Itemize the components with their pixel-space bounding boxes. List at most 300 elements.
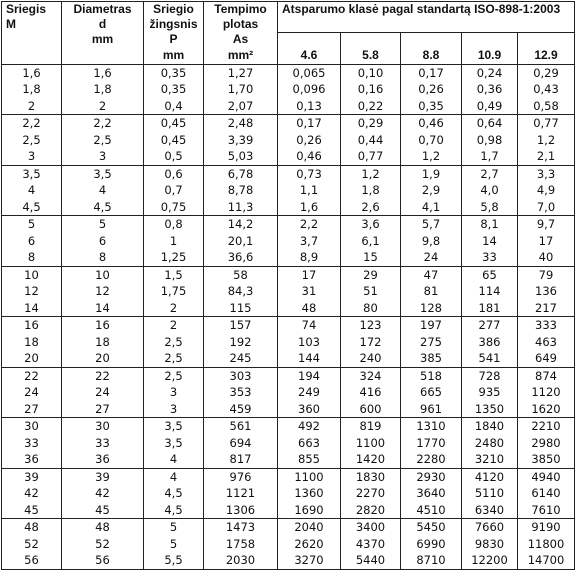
header-plotas-unit: mm² [204, 48, 278, 65]
cell-class-5-8: 15 [341, 249, 401, 266]
cell-zingsnis: 5 [144, 519, 204, 536]
header-class-spacer-2 [341, 32, 401, 48]
cell-plotas: 1121 [204, 485, 278, 502]
cell-class-8-8: 5450 [401, 519, 462, 536]
cell-diametras: 33 [62, 435, 144, 452]
cell-class-5-8: 819 [341, 418, 401, 435]
header-diametras-unit: mm [62, 32, 144, 48]
cell-class-10-9: 65 [462, 266, 518, 283]
cell-zingsnis: 0,45 [144, 132, 204, 149]
cell-class-10-9: 728 [462, 367, 518, 384]
cell-sriegis: 36 [2, 451, 62, 468]
cell-sriegis: 4,5 [2, 199, 62, 216]
cell-class-8-8: 0,26 [401, 81, 462, 98]
cell-class-5-8: 240 [341, 350, 401, 367]
cell-sriegis: 27 [2, 401, 62, 418]
cell-class-4-6: 0,26 [278, 132, 341, 149]
cell-class-8-8: 961 [401, 401, 462, 418]
cell-sriegis: 8 [2, 249, 62, 266]
cell-class-5-8: 5440 [341, 552, 401, 569]
header-class-spacer-5 [518, 32, 575, 48]
cell-class-5-8: 29 [341, 266, 401, 283]
table-header [2, 2, 575, 65]
cell-class-10-9: 181 [462, 300, 518, 317]
table-row [2, 435, 575, 452]
cell-plotas: 20,1 [204, 233, 278, 250]
header-diametras-blank [62, 48, 144, 65]
cell-class-10-9: 9830 [462, 536, 518, 553]
cell-class-10-9: 5,8 [462, 199, 518, 216]
cell-class-4-6: 1,6 [278, 199, 341, 216]
cell-zingsnis: 1,75 [144, 283, 204, 300]
cell-class-8-8: 1770 [401, 435, 462, 452]
table-row [2, 536, 575, 553]
cell-sriegis: 16 [2, 317, 62, 334]
cell-zingsnis: 4 [144, 451, 204, 468]
cell-plotas: 1,27 [204, 64, 278, 81]
cell-plotas: 976 [204, 468, 278, 485]
cell-class-5-8: 1,2 [341, 165, 401, 182]
cell-class-10-9: 8,1 [462, 216, 518, 233]
table-row [2, 350, 575, 367]
cell-sriegis: 30 [2, 418, 62, 435]
cell-class-8-8: 47 [401, 266, 462, 283]
header-plotas-as: As [204, 32, 278, 48]
cell-diametras: 36 [62, 451, 144, 468]
cell-class-5-8: 2820 [341, 502, 401, 519]
cell-sriegis: 3,5 [2, 165, 62, 182]
table-row [2, 233, 575, 250]
cell-diametras: 5 [62, 216, 144, 233]
header-plotas-line1: Tempimo [204, 2, 278, 18]
cell-class-10-9: 0,98 [462, 132, 518, 149]
cell-zingsnis: 4,5 [144, 502, 204, 519]
cell-diametras: 6 [62, 233, 144, 250]
cell-class-8-8: 4,1 [401, 199, 462, 216]
cell-zingsnis: 5 [144, 536, 204, 553]
cell-diametras: 45 [62, 502, 144, 519]
cell-class-12-9: 7610 [518, 502, 575, 519]
cell-class-5-8: 0,16 [341, 81, 401, 98]
cell-diametras: 2,5 [62, 132, 144, 149]
cell-zingsnis: 2 [144, 317, 204, 334]
cell-class-5-8: 0,10 [341, 64, 401, 81]
header-class-spacer-4 [462, 32, 518, 48]
cell-class-5-8: 600 [341, 401, 401, 418]
cell-class-10-9: 6340 [462, 502, 518, 519]
table-row [2, 519, 575, 536]
cell-class-5-8: 416 [341, 384, 401, 401]
table-row [2, 64, 575, 81]
cell-class-10-9: 0,49 [462, 98, 518, 115]
cell-class-8-8: 128 [401, 300, 462, 317]
cell-plotas: 1473 [204, 519, 278, 536]
cell-class-8-8: 665 [401, 384, 462, 401]
cell-class-4-6: 0,46 [278, 148, 341, 165]
cell-class-5-8: 123 [341, 317, 401, 334]
cell-class-4-6: 0,096 [278, 81, 341, 98]
cell-class-5-8: 3400 [341, 519, 401, 536]
cell-diametras: 56 [62, 552, 144, 569]
cell-zingsnis: 0,7 [144, 182, 204, 199]
cell-class-5-8: 0,44 [341, 132, 401, 149]
cell-diametras: 2 [62, 98, 144, 115]
cell-class-8-8: 2,9 [401, 182, 462, 199]
cell-diametras: 30 [62, 418, 144, 435]
cell-sriegis: 22 [2, 367, 62, 384]
header-sriegis-m: M [2, 17, 62, 32]
cell-plotas: 353 [204, 384, 278, 401]
cell-class-8-8: 518 [401, 367, 462, 384]
table-row [2, 418, 575, 435]
cell-class-5-8: 0,22 [341, 98, 401, 115]
cell-class-12-9: 2,1 [518, 148, 575, 165]
cell-class-12-9: 0,43 [518, 81, 575, 98]
table-row [2, 451, 575, 468]
table-row [2, 468, 575, 485]
cell-plotas: 2,07 [204, 98, 278, 115]
cell-plotas: 192 [204, 334, 278, 351]
cell-sriegis: 52 [2, 536, 62, 553]
table-row [2, 401, 575, 418]
cell-class-12-9: 79 [518, 266, 575, 283]
cell-plotas: 817 [204, 451, 278, 468]
cell-class-10-9: 7660 [462, 519, 518, 536]
cell-sriegis: 48 [2, 519, 62, 536]
header-sriegis: Sriegis [2, 2, 62, 18]
header-class-spacer-3 [401, 32, 462, 48]
bolt-strength-table [1, 1, 575, 570]
cell-diametras: 24 [62, 384, 144, 401]
header-diametras: Diametras [62, 2, 144, 18]
cell-sriegis: 45 [2, 502, 62, 519]
cell-class-8-8: 197 [401, 317, 462, 334]
cell-zingsnis: 3 [144, 384, 204, 401]
cell-class-12-9: 4,9 [518, 182, 575, 199]
cell-diametras: 27 [62, 401, 144, 418]
cell-class-4-6: 194 [278, 367, 341, 384]
cell-sriegis: 14 [2, 300, 62, 317]
cell-class-4-6: 3,7 [278, 233, 341, 250]
header-class-spacer-1 [278, 32, 341, 48]
header-plotas-line2: plotas [204, 17, 278, 32]
header-strength-class-group: Atsparumo klasė pagal standartą ISO-898-1:2003 [278, 2, 575, 33]
cell-plotas: 11,3 [204, 199, 278, 216]
cell-class-10-9: 1840 [462, 418, 518, 435]
cell-class-12-9: 0,77 [518, 115, 575, 132]
cell-class-4-6: 103 [278, 334, 341, 351]
cell-class-8-8: 6990 [401, 536, 462, 553]
cell-plotas: 303 [204, 367, 278, 384]
cell-class-4-6: 48 [278, 300, 341, 317]
header-sriegis-blank [2, 32, 62, 48]
cell-plotas: 5,03 [204, 148, 278, 165]
table-row [2, 317, 575, 334]
cell-diametras: 48 [62, 519, 144, 536]
header-zingsnis-p: P [144, 32, 204, 48]
cell-class-12-9: 0,29 [518, 64, 575, 81]
cell-class-8-8: 4510 [401, 502, 462, 519]
cell-class-4-6: 360 [278, 401, 341, 418]
cell-diametras: 2,2 [62, 115, 144, 132]
cell-plotas: 157 [204, 317, 278, 334]
cell-diametras: 18 [62, 334, 144, 351]
cell-sriegis: 39 [2, 468, 62, 485]
cell-class-12-9: 4940 [518, 468, 575, 485]
cell-class-8-8: 0,70 [401, 132, 462, 149]
cell-class-12-9: 874 [518, 367, 575, 384]
cell-zingsnis: 0,75 [144, 199, 204, 216]
cell-plotas: 561 [204, 418, 278, 435]
table-row [2, 502, 575, 519]
cell-diametras: 10 [62, 266, 144, 283]
cell-zingsnis: 1,25 [144, 249, 204, 266]
table-row [2, 334, 575, 351]
cell-class-10-9: 935 [462, 384, 518, 401]
header-class-5-8: 5.8 [341, 48, 401, 65]
cell-class-10-9: 0,64 [462, 115, 518, 132]
table-row [2, 199, 575, 216]
cell-class-10-9: 4,0 [462, 182, 518, 199]
cell-sriegis: 10 [2, 266, 62, 283]
cell-class-10-9: 1350 [462, 401, 518, 418]
cell-sriegis: 2 [2, 98, 62, 115]
cell-class-10-9: 114 [462, 283, 518, 300]
cell-class-12-9: 3,3 [518, 165, 575, 182]
cell-class-12-9: 1,2 [518, 132, 575, 149]
cell-class-10-9: 3210 [462, 451, 518, 468]
cell-class-10-9: 2480 [462, 435, 518, 452]
cell-sriegis: 1,6 [2, 64, 62, 81]
cell-zingsnis: 2 [144, 300, 204, 317]
cell-plotas: 36,6 [204, 249, 278, 266]
header-class-4-6: 4.6 [278, 48, 341, 65]
cell-class-12-9: 463 [518, 334, 575, 351]
cell-class-8-8: 2930 [401, 468, 462, 485]
cell-diametras: 1,8 [62, 81, 144, 98]
cell-sriegis: 1,8 [2, 81, 62, 98]
cell-class-12-9: 7,0 [518, 199, 575, 216]
cell-zingsnis: 3,5 [144, 418, 204, 435]
cell-class-12-9: 9190 [518, 519, 575, 536]
cell-class-4-6: 0,17 [278, 115, 341, 132]
cell-zingsnis: 0,5 [144, 148, 204, 165]
cell-diametras: 16 [62, 317, 144, 334]
cell-class-12-9: 217 [518, 300, 575, 317]
cell-plotas: 1306 [204, 502, 278, 519]
cell-class-10-9: 5110 [462, 485, 518, 502]
cell-plotas: 245 [204, 350, 278, 367]
cell-class-4-6: 8,9 [278, 249, 341, 266]
cell-class-12-9: 9,7 [518, 216, 575, 233]
cell-plotas: 2030 [204, 552, 278, 569]
cell-diametras: 3 [62, 148, 144, 165]
cell-sriegis: 33 [2, 435, 62, 452]
cell-class-8-8: 1,2 [401, 148, 462, 165]
cell-class-5-8: 80 [341, 300, 401, 317]
cell-sriegis: 56 [2, 552, 62, 569]
header-zingsnis-unit: mm [144, 48, 204, 65]
cell-class-10-9: 2,7 [462, 165, 518, 182]
header-zingsnis-line2: žingsnis [144, 17, 204, 32]
cell-class-12-9: 1620 [518, 401, 575, 418]
cell-sriegis: 42 [2, 485, 62, 502]
cell-plotas: 1,70 [204, 81, 278, 98]
cell-class-10-9: 0,36 [462, 81, 518, 98]
cell-class-4-6: 1,1 [278, 182, 341, 199]
cell-class-12-9: 17 [518, 233, 575, 250]
cell-class-4-6: 249 [278, 384, 341, 401]
cell-zingsnis: 1 [144, 233, 204, 250]
table-row [2, 148, 575, 165]
cell-class-10-9: 1,7 [462, 148, 518, 165]
table-row [2, 81, 575, 98]
cell-class-5-8: 4370 [341, 536, 401, 553]
cell-zingsnis: 0,35 [144, 81, 204, 98]
table-row [2, 300, 575, 317]
header-class-10-9: 10.9 [462, 48, 518, 65]
cell-class-10-9: 541 [462, 350, 518, 367]
cell-class-8-8: 5,7 [401, 216, 462, 233]
cell-diametras: 3,5 [62, 165, 144, 182]
cell-plotas: 115 [204, 300, 278, 317]
cell-class-4-6: 0,73 [278, 165, 341, 182]
cell-zingsnis: 2,5 [144, 334, 204, 351]
cell-plotas: 14,2 [204, 216, 278, 233]
cell-diametras: 22 [62, 367, 144, 384]
cell-class-5-8: 2,6 [341, 199, 401, 216]
cell-class-4-6: 855 [278, 451, 341, 468]
cell-class-5-8: 1830 [341, 468, 401, 485]
table-body [2, 64, 575, 569]
cell-zingsnis: 0,6 [144, 165, 204, 182]
cell-diametras: 12 [62, 283, 144, 300]
table-row [2, 98, 575, 115]
cell-class-5-8: 1420 [341, 451, 401, 468]
cell-diametras: 42 [62, 485, 144, 502]
cell-class-10-9: 33 [462, 249, 518, 266]
header-class-8-8: 8.8 [401, 48, 462, 65]
cell-class-5-8: 6,1 [341, 233, 401, 250]
cell-class-12-9: 0,58 [518, 98, 575, 115]
cell-class-12-9: 2980 [518, 435, 575, 452]
cell-sriegis: 18 [2, 334, 62, 351]
cell-class-5-8: 0,29 [341, 115, 401, 132]
table-row [2, 165, 575, 182]
cell-class-5-8: 1,8 [341, 182, 401, 199]
cell-class-12-9: 1120 [518, 384, 575, 401]
table-row [2, 552, 575, 569]
header-diametras-d: d [62, 17, 144, 32]
cell-class-4-6: 1100 [278, 468, 341, 485]
cell-zingsnis: 3,5 [144, 435, 204, 452]
cell-class-8-8: 385 [401, 350, 462, 367]
cell-zingsnis: 0,35 [144, 64, 204, 81]
cell-diametras: 8 [62, 249, 144, 266]
cell-zingsnis: 3 [144, 401, 204, 418]
header-sriegis-blank-2 [2, 48, 62, 65]
cell-class-8-8: 275 [401, 334, 462, 351]
cell-plotas: 84,3 [204, 283, 278, 300]
cell-class-4-6: 1360 [278, 485, 341, 502]
cell-class-10-9: 386 [462, 334, 518, 351]
cell-sriegis: 24 [2, 384, 62, 401]
cell-plotas: 3,39 [204, 132, 278, 149]
cell-class-4-6: 663 [278, 435, 341, 452]
cell-class-8-8: 9,8 [401, 233, 462, 250]
cell-zingsnis: 4,5 [144, 485, 204, 502]
table-row [2, 266, 575, 283]
cell-class-5-8: 324 [341, 367, 401, 384]
cell-class-4-6: 74 [278, 317, 341, 334]
cell-class-12-9: 40 [518, 249, 575, 266]
cell-class-4-6: 0,13 [278, 98, 341, 115]
cell-class-5-8: 172 [341, 334, 401, 351]
cell-diametras: 1,6 [62, 64, 144, 81]
table-row [2, 115, 575, 132]
table-row [2, 367, 575, 384]
cell-zingsnis: 0,45 [144, 115, 204, 132]
cell-class-5-8: 3,6 [341, 216, 401, 233]
cell-class-8-8: 24 [401, 249, 462, 266]
cell-class-8-8: 0,46 [401, 115, 462, 132]
cell-sriegis: 6 [2, 233, 62, 250]
cell-class-4-6: 2040 [278, 519, 341, 536]
cell-class-10-9: 4120 [462, 468, 518, 485]
cell-zingsnis: 0,8 [144, 216, 204, 233]
cell-class-12-9: 11800 [518, 536, 575, 553]
cell-plotas: 2,48 [204, 115, 278, 132]
cell-sriegis: 12 [2, 283, 62, 300]
cell-class-12-9: 2210 [518, 418, 575, 435]
cell-class-8-8: 3640 [401, 485, 462, 502]
cell-class-4-6: 31 [278, 283, 341, 300]
cell-class-8-8: 2280 [401, 451, 462, 468]
cell-zingsnis: 0,4 [144, 98, 204, 115]
cell-zingsnis: 2,5 [144, 367, 204, 384]
cell-class-5-8: 0,77 [341, 148, 401, 165]
header-class-12-9: 12.9 [518, 48, 575, 65]
header-zingsnis-line1: Sriegio [144, 2, 204, 18]
cell-zingsnis: 1,5 [144, 266, 204, 283]
cell-class-12-9: 333 [518, 317, 575, 334]
cell-class-10-9: 277 [462, 317, 518, 334]
cell-class-4-6: 1690 [278, 502, 341, 519]
cell-sriegis: 3 [2, 148, 62, 165]
cell-class-10-9: 14 [462, 233, 518, 250]
cell-class-8-8: 0,35 [401, 98, 462, 115]
cell-diametras: 4 [62, 182, 144, 199]
cell-class-8-8: 1310 [401, 418, 462, 435]
cell-class-4-6: 17 [278, 266, 341, 283]
cell-class-5-8: 2270 [341, 485, 401, 502]
cell-zingsnis: 2,5 [144, 350, 204, 367]
cell-class-10-9: 12200 [462, 552, 518, 569]
cell-diametras: 39 [62, 468, 144, 485]
table-row [2, 132, 575, 149]
cell-class-12-9: 6140 [518, 485, 575, 502]
cell-class-12-9: 3850 [518, 451, 575, 468]
cell-sriegis: 2,2 [2, 115, 62, 132]
cell-plotas: 694 [204, 435, 278, 452]
cell-class-12-9: 649 [518, 350, 575, 367]
cell-class-5-8: 1100 [341, 435, 401, 452]
cell-diametras: 14 [62, 300, 144, 317]
cell-class-8-8: 0,17 [401, 64, 462, 81]
cell-class-8-8: 1,9 [401, 165, 462, 182]
cell-class-4-6: 144 [278, 350, 341, 367]
cell-plotas: 6,78 [204, 165, 278, 182]
